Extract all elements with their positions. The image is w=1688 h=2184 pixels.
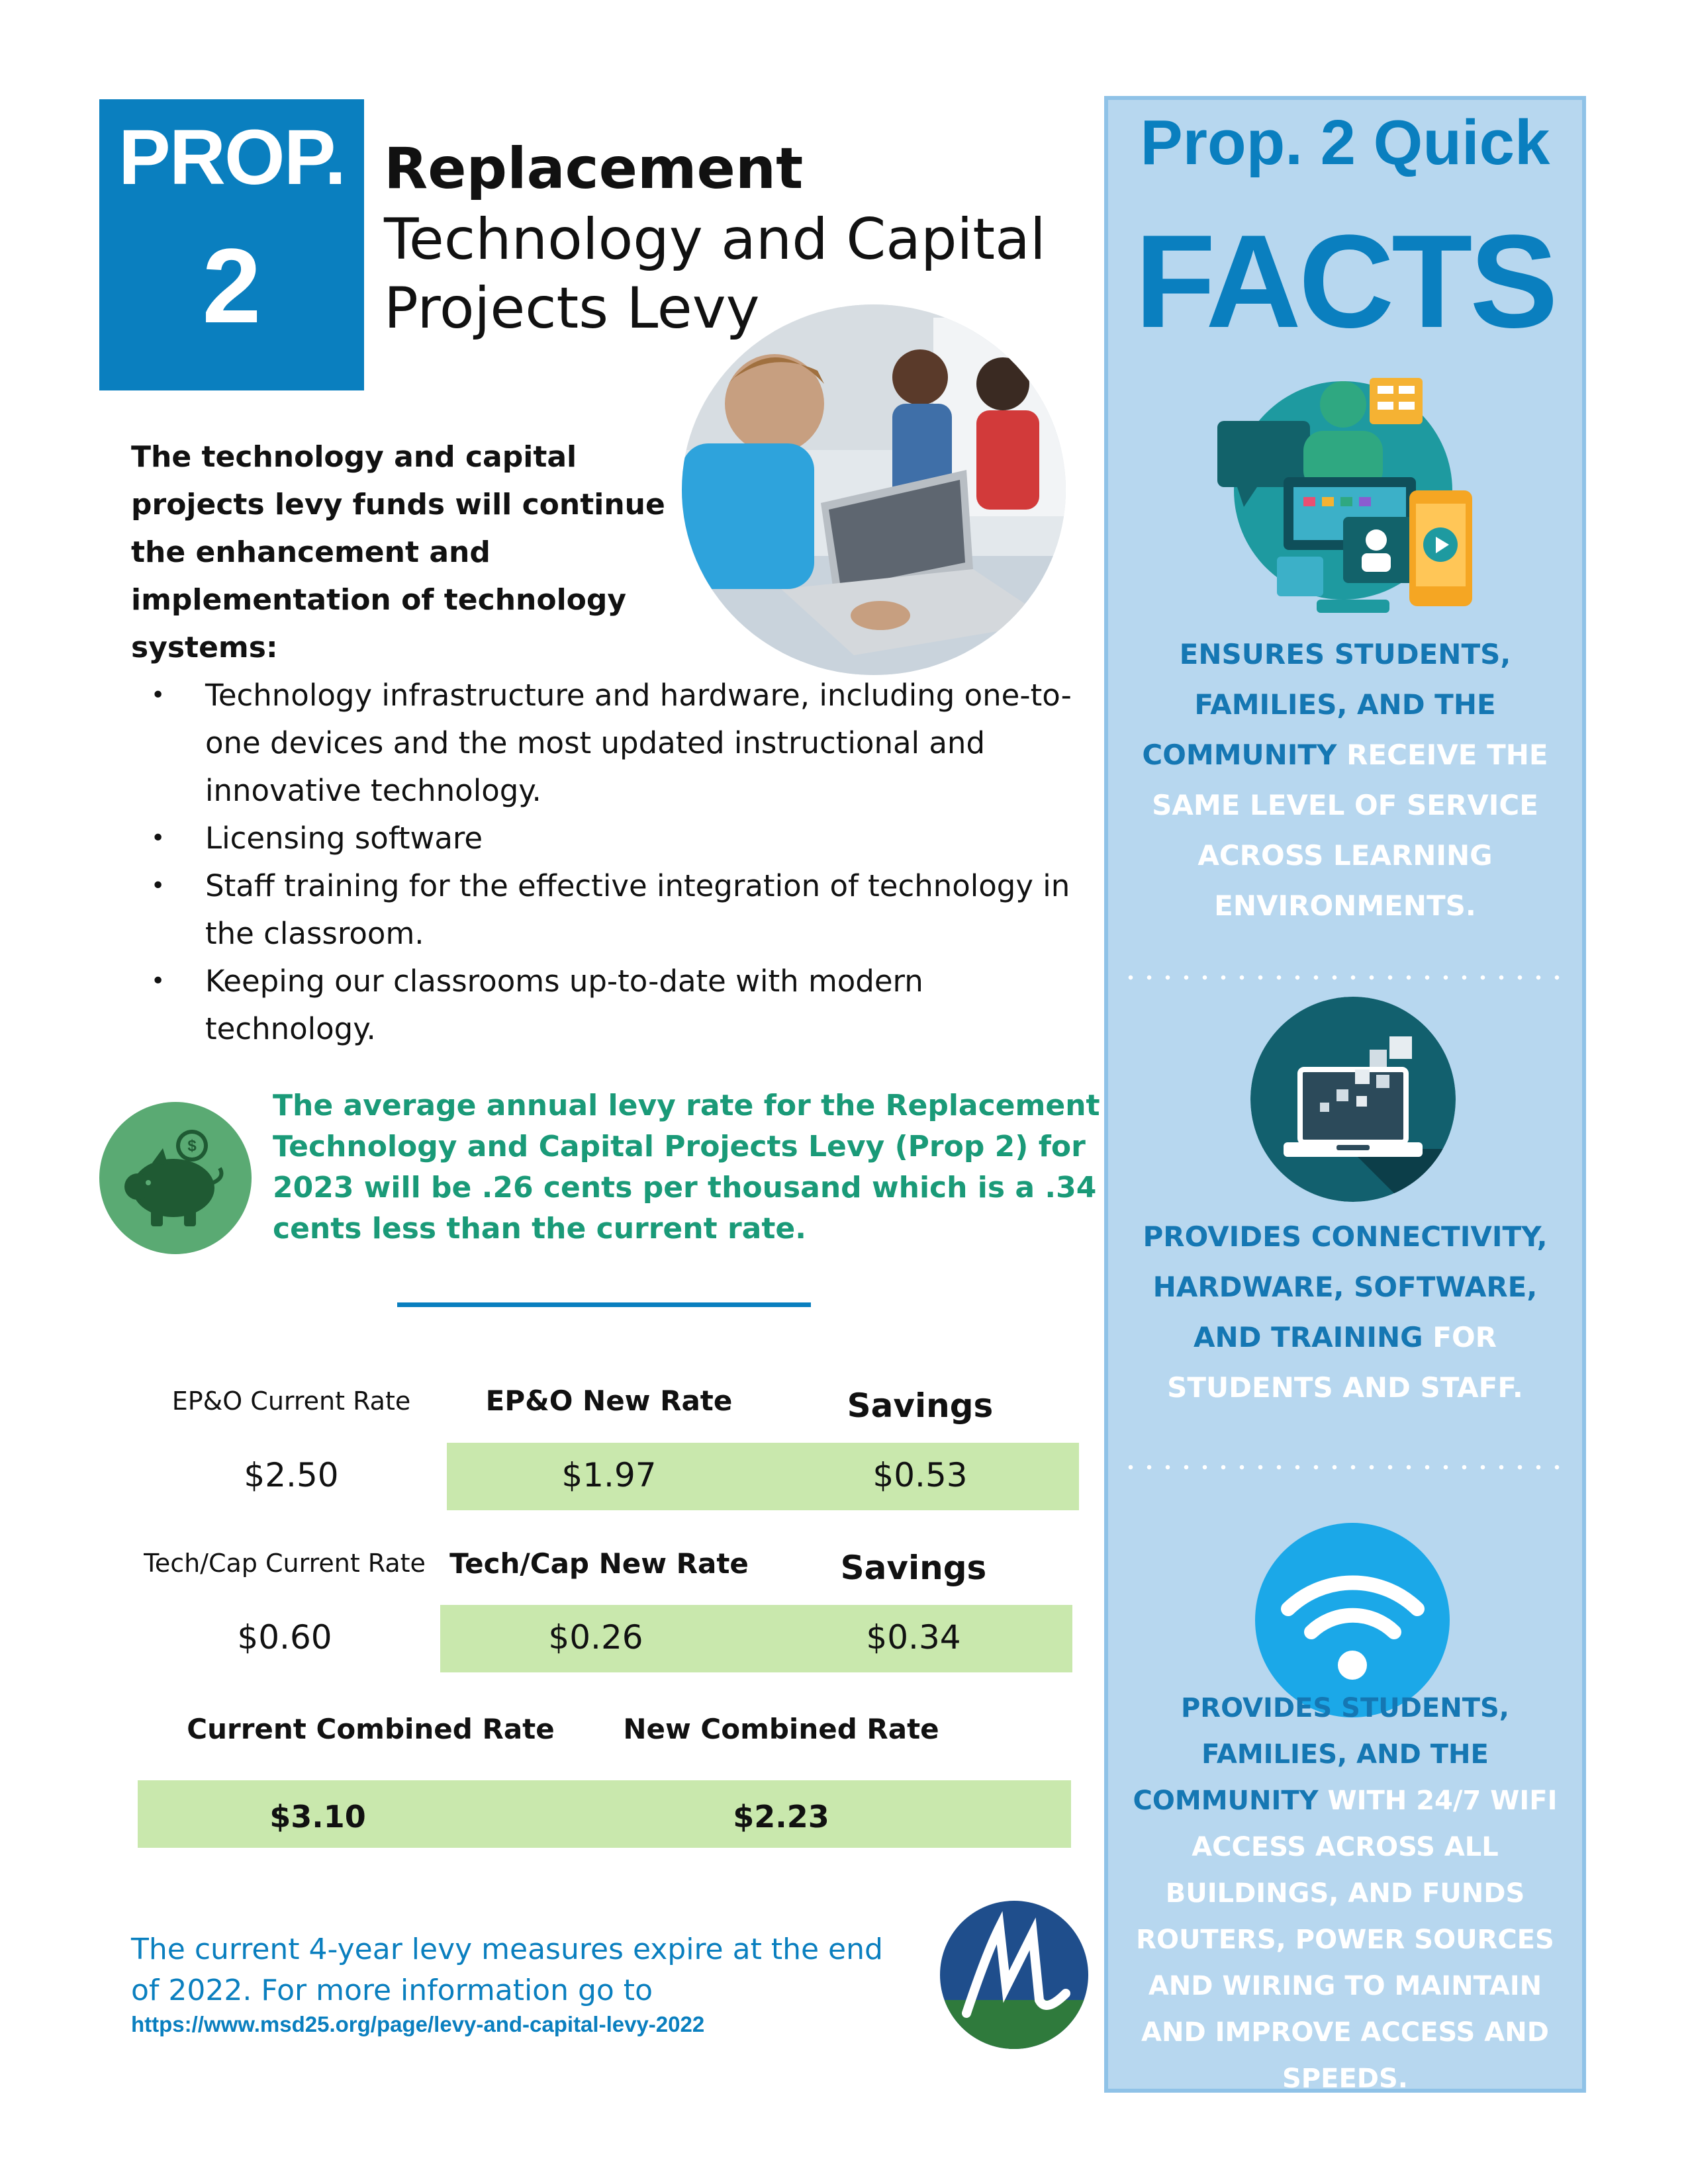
quick-facts-heading: Prop. 2 Quick xyxy=(1140,107,1550,178)
list-item xyxy=(146,815,1099,862)
techcap-current-rate-value: $0.60 xyxy=(237,1618,332,1657)
list-item xyxy=(146,862,1099,958)
prop-word: PROP. xyxy=(118,114,345,201)
epo-savings-value: $0.53 xyxy=(872,1456,968,1494)
prop-badge xyxy=(99,99,364,390)
techcap-savings-value: $0.34 xyxy=(866,1618,961,1657)
bullet-text: Keeping our classrooms up-to-date with modern technology. xyxy=(205,964,923,1046)
techcap-new-rate-label: Tech/Cap New Rate xyxy=(449,1547,749,1580)
bullet-list xyxy=(146,672,1099,1053)
fact-service-equity xyxy=(1116,629,1574,931)
bullet-glyph: • xyxy=(151,825,165,852)
epo-current-rate-value: $2.50 xyxy=(244,1456,339,1494)
techcap-current-rate-label: Tech/Cap Current Rate xyxy=(144,1549,426,1578)
section-divider xyxy=(397,1302,811,1307)
prop-number: 2 xyxy=(202,226,261,345)
list-item xyxy=(146,958,1099,1053)
facts-heading: FACTS xyxy=(1135,208,1556,355)
fact-2-highlight: PROVIDES CONNECTIVITY, HARDWARE, SOFTWARE, AND TRAINING xyxy=(1143,1220,1548,1353)
dotted-separator xyxy=(1121,975,1569,980)
students-laptop-photo xyxy=(682,304,1066,675)
people-devices-icon xyxy=(1211,365,1489,629)
info-link[interactable]: https://www.msd25.org/page/levy-and-capital-levy-2022 xyxy=(131,2012,705,2036)
list-item xyxy=(146,672,1099,815)
title-rest: Technology and Capital Projects Levy xyxy=(384,206,1046,341)
levy-rate-note: The average annual levy rate for the Replacement Technology and Capital Projects Levy (Prop 2) for 2023 will be .26 cents per thousand which is a .34 cents less than the current rate. xyxy=(273,1089,1100,1246)
epo-savings-label: Savings xyxy=(847,1387,994,1425)
district-logo-icon xyxy=(940,1901,1089,2050)
combined-current-rate-value: $3.10 xyxy=(269,1799,366,1835)
quick-facts-sidebar xyxy=(1104,96,1586,2093)
bullet-text: Technology infrastructure and hardware, including one-to-one devices and the most updated instructional and innovative technology. xyxy=(205,678,1072,808)
techcap-new-rate-value: $0.26 xyxy=(548,1618,643,1657)
intro-paragraph: The technology and capital projects levy funds will continue the enhancement and implementation of technology systems: xyxy=(131,440,665,664)
epo-current-rate-label: EP&O Current Rate xyxy=(171,1387,411,1416)
dotted-separator xyxy=(1121,1465,1569,1470)
bullet-text: Licensing software xyxy=(205,821,483,856)
fact-wifi-access xyxy=(1116,1685,1574,2102)
title-bold: Replacement xyxy=(384,136,804,202)
fact-1-highlight: ENSURES STUDENTS, FAMILIES, AND THE COMMUNITY xyxy=(1142,638,1511,771)
combined-new-rate-value: $2.23 xyxy=(733,1799,829,1835)
bullet-text: Staff training for the effective integration of technology in the classroom. xyxy=(205,868,1070,951)
fact-3-highlight: PROVIDES STUDENTS, FAMILIES, AND THE COMMUNITY xyxy=(1133,1693,1509,1816)
bullet-glyph: • xyxy=(151,968,165,995)
combined-new-rate-label: New Combined Rate xyxy=(623,1713,939,1745)
epo-new-rate-label: EP&O New Rate xyxy=(485,1385,733,1417)
svg-text:$: $ xyxy=(187,1137,197,1155)
epo-new-rate-value: $1.97 xyxy=(561,1456,657,1494)
techcap-savings-label: Savings xyxy=(840,1549,987,1587)
fact-3-text: WITH 24/7 WIFI ACCESS ACROSS ALL BUILDINGS, AND FUNDS ROUTERS, POWER SOURCES AND WIRING TO MAINTAIN AND IMPROVE ACCESS AND SPEEDS. xyxy=(1136,1786,1558,2094)
fact-connectivity xyxy=(1116,1212,1574,1413)
piggy-bank-icon xyxy=(99,1102,252,1254)
fact-2-text: FOR STUDENTS AND STAFF. xyxy=(1167,1321,1523,1404)
combined-current-rate-label: Current Combined Rate xyxy=(187,1713,555,1745)
laptop-icon xyxy=(1250,997,1456,1202)
bullet-glyph: • xyxy=(151,872,165,899)
fact-1-text: RECEIVE THE SAME LEVEL OF SERVICE ACROSS LEARNING ENVIRONMENTS. xyxy=(1152,739,1548,922)
expire-text: The current 4-year levy measures expire at the end of 2022. For more information go to xyxy=(131,1933,883,2007)
bullet-glyph: • xyxy=(151,682,165,709)
